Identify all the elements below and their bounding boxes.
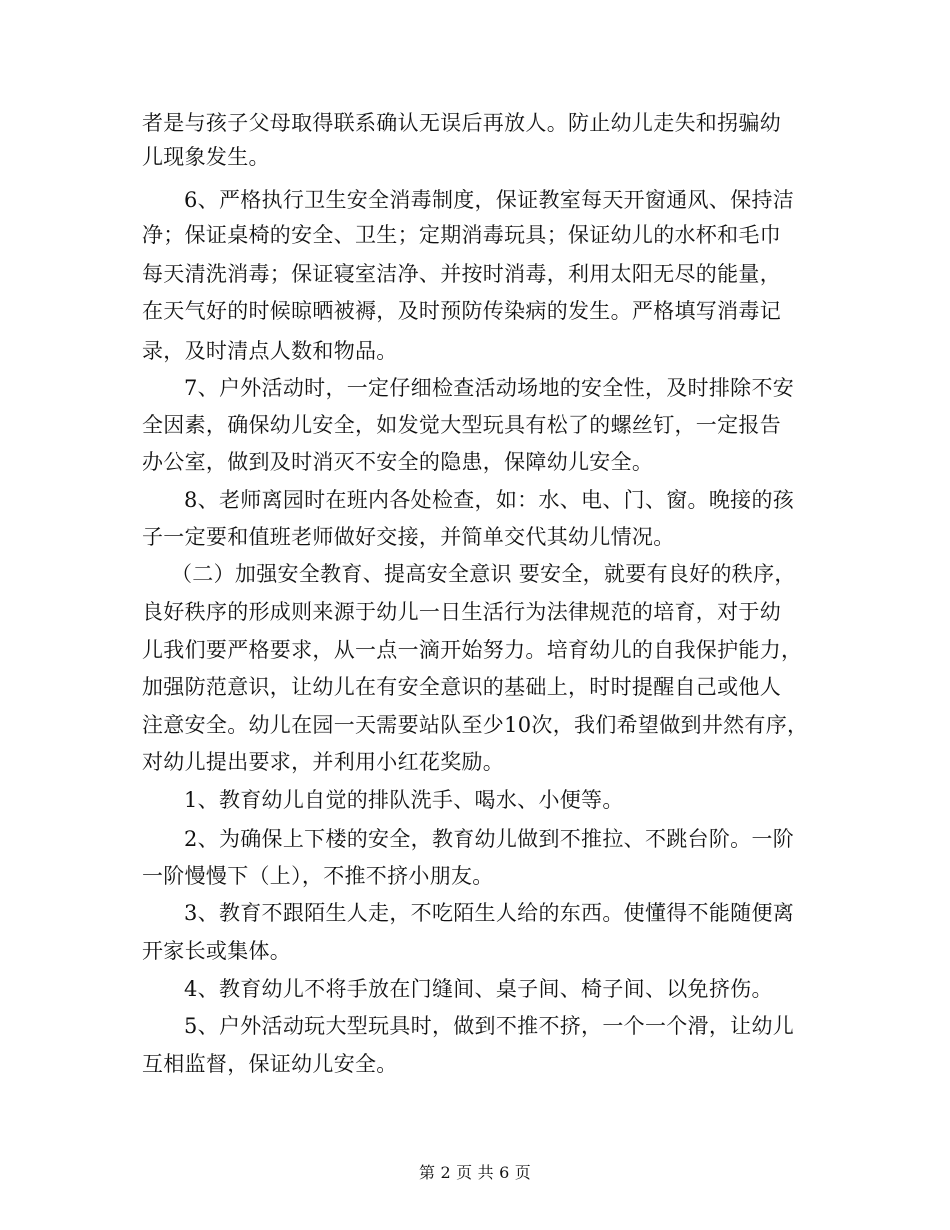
text-line-21: 一阶慢慢下（上），不推不挤小朋友。 bbox=[142, 864, 494, 888]
text-line-18: 对幼儿提出要求，并利用小红花奖励。 bbox=[142, 750, 505, 774]
list-item-4: 4、教育幼儿不将手放在门缝间、桌子间、椅子间、以免挤伤。 bbox=[184, 977, 773, 1001]
text-line-14: 良好秩序的形成则来源于幼儿一日生活行为法律规范的培育，对于幼 bbox=[142, 600, 781, 624]
list-item-3: 3、教育不跟陌生人走，不吃陌生人给的东西。使懂得不能随便离 bbox=[184, 901, 795, 925]
text-line-26: 互相监督，保证幼儿安全。 bbox=[142, 1052, 398, 1076]
text-line-23: 开家长或集体。 bbox=[142, 939, 292, 963]
text-line-4: 净；保证桌椅的安全、卫生；定期消毒玩具；保证幼儿的水杯和毛巾 bbox=[142, 223, 781, 247]
text-line-7: 录，及时清点人数和物品。 bbox=[142, 339, 398, 363]
text-line-8: 7、户外活动时，一定仔细检查活动场地的安全性，及时排除不安 bbox=[184, 376, 795, 400]
text-line-5: 每天清洗消毒；保证寝室洁净、并按时消毒，利用太阳无尽的能量， bbox=[142, 262, 781, 286]
text-line-17: 注意安全。幼儿在园一天需要站队至少10次，我们希望做到井然有序， bbox=[142, 713, 809, 737]
list-item-5: 5、户外活动玩大型玩具时，做到不推不挤，一个一个滑，让幼儿 bbox=[184, 1014, 795, 1038]
text-line-9: 全因素，确保幼儿安全，如发觉大型玩具有松了的螺丝钉，一定报告 bbox=[142, 413, 781, 437]
text-line-6: 在天气好的时候晾晒被褥，及时预防传染病的发生。严格填写消毒记 bbox=[142, 299, 781, 323]
text-line-3: 6、严格执行卫生安全消毒制度，保证教室每天开窗通风、保持洁 bbox=[184, 188, 795, 212]
text-line-2: 儿现象发生。 bbox=[142, 145, 270, 169]
text-line-16: 加强防范意识，让幼儿在有安全意识的基础上，时时提醒自己或他人 bbox=[142, 675, 781, 699]
text-line-15: 儿我们要严格要求，从一点一滴开始努力。培育幼儿的自我保护能力， bbox=[142, 638, 803, 662]
text-line-1: 者是与孩子父母取得联系确认无误后再放人。防止幼儿走失和拐骗幼 bbox=[142, 111, 781, 135]
list-item-2: 2、为确保上下楼的安全，教育幼儿做到不推拉、不跳台阶。一阶 bbox=[184, 827, 795, 851]
text-line-12: 子一定要和值班老师做好交接，并简单交代其幼儿情况。 bbox=[142, 525, 675, 549]
list-item-1: 1、教育幼儿自觉的排队洗手、喝水、小便等。 bbox=[184, 788, 624, 812]
text-line-11: 8、老师离园时在班内各处检查，如：水、电、门、窗。晚接的孩 bbox=[184, 488, 795, 512]
page-footer: 第 2 页 共 6 页 bbox=[419, 1163, 531, 1182]
section-heading-line: （二）加强安全教育、提高安全意识 要安全，就要有良好的秩序， bbox=[171, 562, 796, 586]
text-line-10: 办公室，做到及时消灭不安全的隐患，保障幼儿安全。 bbox=[142, 450, 654, 474]
